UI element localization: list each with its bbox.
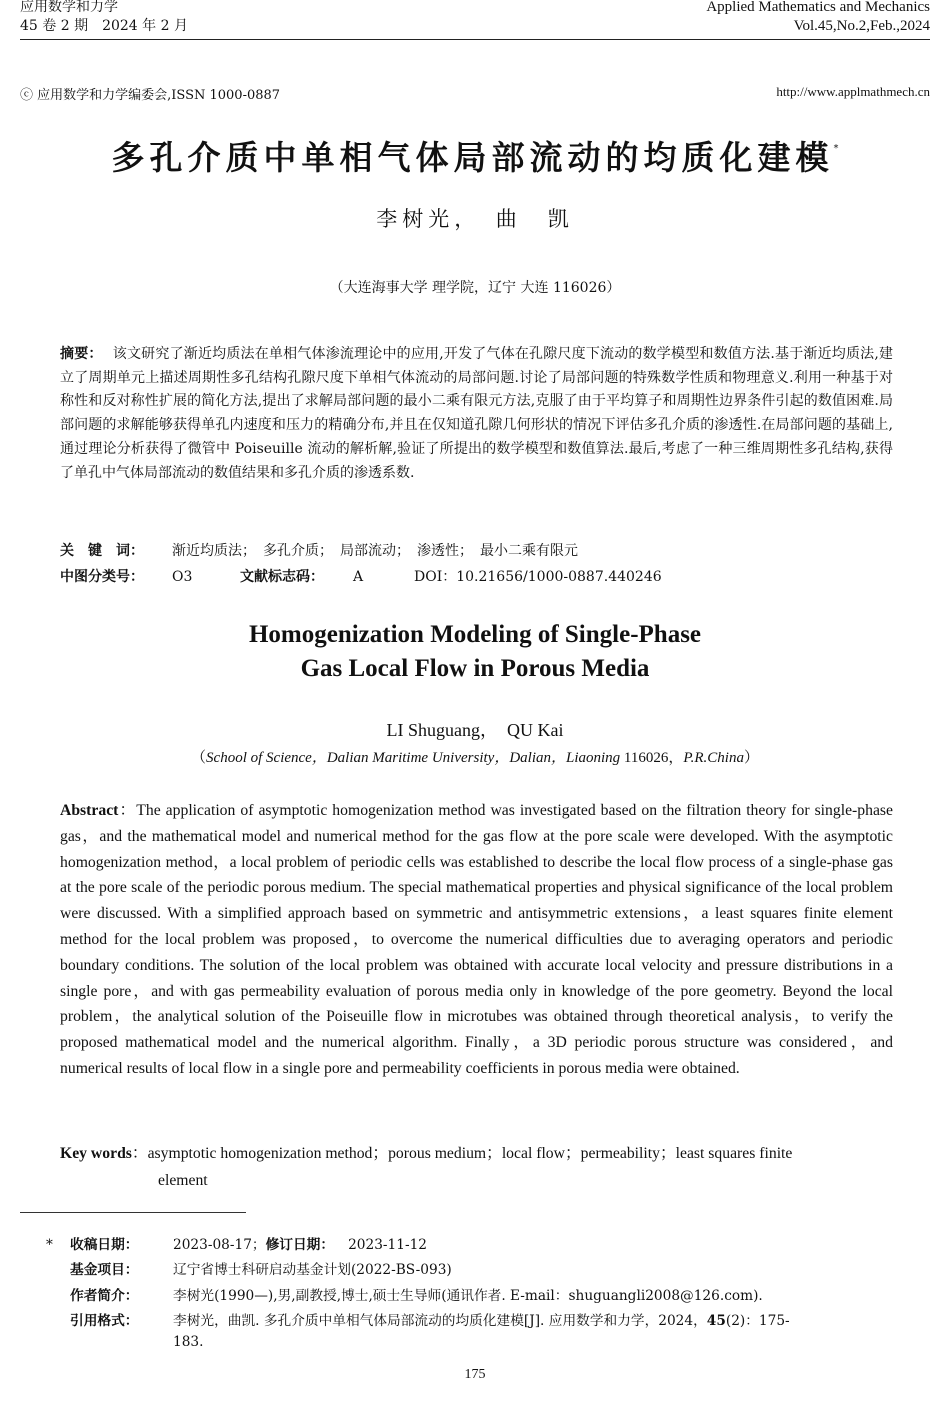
footnote-fund xyxy=(40,1260,935,1281)
keywords-en-label: Key words xyxy=(60,1145,132,1162)
title-footnote-mark: * xyxy=(833,143,839,154)
journal-name-en: Applied Mathematics and Mechanics xyxy=(706,0,930,15)
abstract-en xyxy=(60,798,893,1082)
citation-issue-pages: (2)：175- xyxy=(725,1313,790,1329)
received-label: 收稿日期： xyxy=(70,1237,139,1253)
footnote-citation xyxy=(40,1311,935,1353)
clc-label: 中图分类号： xyxy=(60,569,144,585)
title-en-line2: Gas Local Flow in Porous Media xyxy=(300,655,650,682)
doi[interactable]: DOI：10.21656/1000-0887.440246 xyxy=(414,569,662,585)
issue-info-en: Vol.45,No.2,Feb.,2024 xyxy=(793,18,930,34)
received-date: 2023-08-17； xyxy=(173,1237,266,1253)
fund-text: 辽宁省博士科研启动基金计划(2022-BS-093) xyxy=(173,1262,452,1278)
affil-postcode: 116026， xyxy=(620,750,684,766)
affil-institution: School of Science，Dalian Maritime University，Dalian，Liaoning xyxy=(206,750,621,766)
keywords-en-colon: ： xyxy=(131,1145,148,1162)
doc-code-label: 文献标志码： xyxy=(240,569,324,585)
abstract-cn-text: 该文研究了渐近均质法在单相气体渗流理论中的应用,开发了气体在孔隙尺度下流动的数学模型和数值方法.基于渐近均质法,建立了周期单元上描述周期性多孔结构孔隙尺度下单相气体流动的局部问题.讨论了局部问题的特殊数学性质和物理意义.利用一种基于对称性和反对称性扩展的简化方法,提出了求解局部问题的最小二乘有限元方法,克服了由于平均算子和周期性边界条件引起的数值困难.局部问题的求解能够获得单孔内速度和压力的精确分布,并且在仅知道孔隙几何形状的情况下评估多孔介质的渗透性.在局部问题的基础上,通过理论分析获得了微管中 Poiseuille 流动的解析解,验证了所提出的数学模型和数值算法.最后,考虑了一种三维周期性多孔结构,获得了单孔中气体局部流动的数值结果和多孔介质的渗透系数. xyxy=(60,346,893,481)
paper-title-cn xyxy=(0,128,950,179)
footnote-rule xyxy=(20,1212,246,1213)
affiliation-cn: （大连海事大学 理学院，辽宁 大连 116026） xyxy=(329,280,621,296)
abstract-cn-label: 摘要： xyxy=(60,346,103,362)
abstract-cn xyxy=(60,343,893,485)
keywords-cn-text: 渐近均质法； 多孔介质； 局部流动； 渗透性； 最小二乘有限元 xyxy=(172,543,578,559)
citation-text: 李树光，曲凯. 多孔介质中单相气体局部流动的均质化建模[J]. 应用数学和力学，2024， xyxy=(173,1313,707,1329)
footnote-dates xyxy=(40,1235,935,1256)
abstract-en-label: Abstract xyxy=(60,802,119,819)
doc-code-value: A xyxy=(353,569,364,585)
keywords-cn-label: 关 键 词： xyxy=(60,543,144,559)
journal-url[interactable]: http://www.applmathmech.cn xyxy=(776,84,930,99)
copyright-line: ⓒ 应用数学和力学编委会,ISSN 1000-0887 xyxy=(20,88,281,103)
keywords-en xyxy=(60,1140,893,1194)
abstract-en-colon: ： xyxy=(118,802,137,819)
author-bio-label: 作者简介： xyxy=(70,1288,139,1304)
affil-close-paren: ） xyxy=(743,750,759,766)
revised-date: 2023-11-12 xyxy=(348,1237,427,1253)
clc-value: O3 xyxy=(172,569,193,585)
fund-label: 基金项目： xyxy=(70,1262,139,1278)
citation-label: 引用格式： xyxy=(70,1313,139,1329)
page-number: 175 xyxy=(464,1367,486,1382)
paper-title-en xyxy=(0,618,950,686)
affil-open-paren: （ xyxy=(191,750,207,766)
authors-en: LI Shuguang， QU Kai xyxy=(386,720,564,740)
title-cn-text: 多孔介质中单相气体局部流动的均质化建模 xyxy=(111,138,834,177)
abstract-en-text: The application of asymptotic homogenization method was investigated based on the filtration theory for single-phase gas，and the mathematical model and numerical method for the gas flow at the pore scale were developed. With the asymptotic homogenization method，a local problem of periodic cells was established to describe the local flow process of a single-phase gas at the pore scale of the periodic porous medium. The special mathematical properties and physical significance of the local problem were discussed. With a simplified approach based on symmetric and antisymmetric extensions，a least squares finite element method for the local problem was proposed，to overcome the numerical difficulties due to averaging operators and periodic boundary conditions. The solution of the local problem was obtained with accurate local velocity and pressure distributions in a single pore，and with gas permeability evaluation of porous media only in knowledge of the pore geometry. Beyond the local problem，the analytical solution of the Poiseuille flow in microtubes was obtained through theoretical analysis，to verify the proposed mathematical model and the numerical algorithm. Finally，a 3D periodic porous structure was considered，and numerical results of local flow in a single pore and permeability coefficients in porous media were obtained. xyxy=(60,802,893,1077)
footnote-author xyxy=(40,1286,935,1307)
journal-name-cn: 应用数学和力学 xyxy=(20,0,118,15)
author-bio-text: 李树光(1990—),男,副教授,博士,硕士生导师(通讯作者. E-mail：shuguangli2008@126.com). xyxy=(173,1288,763,1304)
revised-label: 修订日期： xyxy=(265,1237,335,1253)
keywords-cn xyxy=(60,540,893,564)
authors-cn: 李树光， 曲 凯 xyxy=(376,207,574,231)
issue-info-cn: 45 卷 2 期 2024 年 2 月 xyxy=(20,18,188,34)
citation-volume: 45 xyxy=(706,1313,726,1329)
affiliation-en xyxy=(0,747,950,769)
affil-country: P.R.China xyxy=(683,750,744,766)
citation-line2: 183. xyxy=(173,1334,204,1350)
keywords-en-line2: element xyxy=(158,1172,208,1189)
title-en-line1: Homogenization Modeling of Single-Phase xyxy=(248,621,702,648)
keywords-en-line1: asymptotic homogenization method；porous medium；local flow；permeability；least squares finite xyxy=(147,1145,793,1162)
header-rule xyxy=(20,39,930,40)
classification-line xyxy=(60,566,893,590)
footnote-marker: * xyxy=(46,1237,53,1253)
